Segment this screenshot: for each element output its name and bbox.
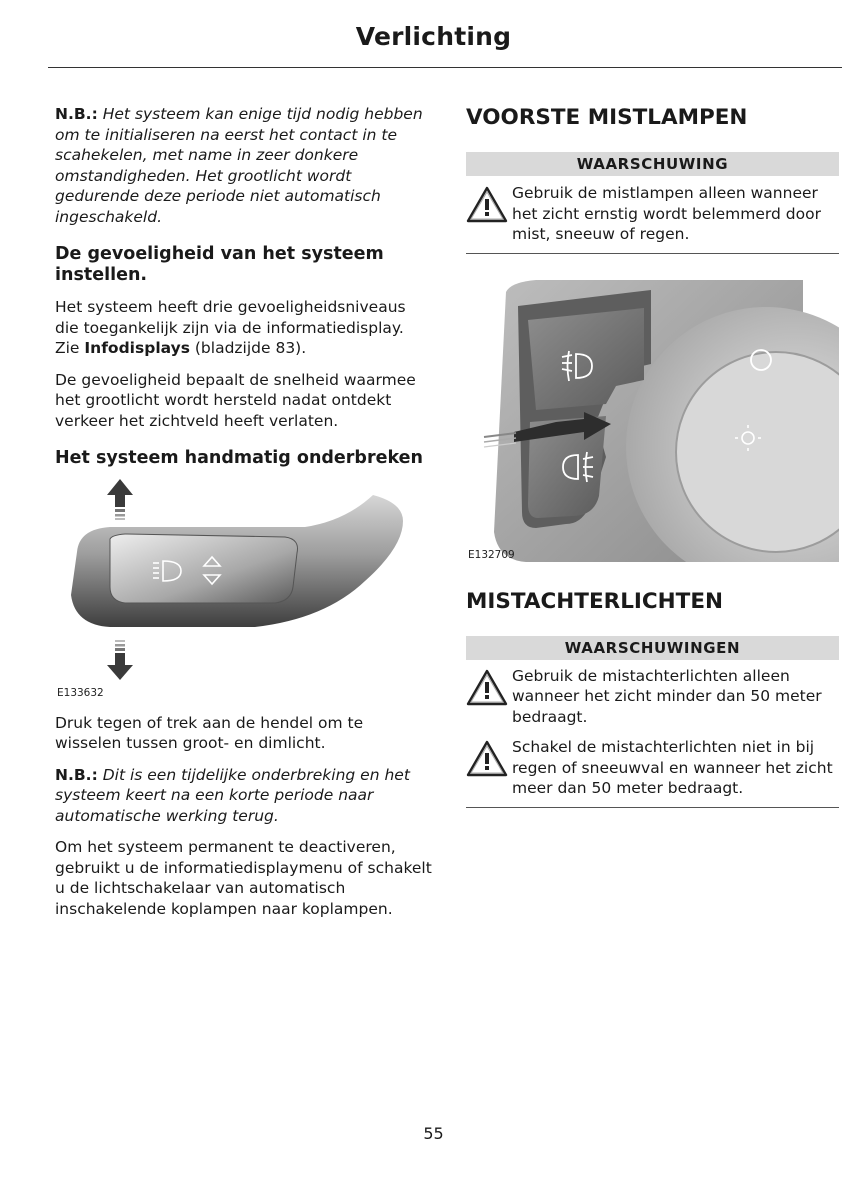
arrow-up-icon [107, 479, 133, 520]
link-infodisplays[interactable]: Infodisplays [84, 339, 190, 357]
note-label: N.B.: [55, 765, 98, 784]
warning-triangle-icon [466, 739, 512, 779]
figure-label: E132709 [468, 548, 515, 561]
figure-stalk-illustration [55, 477, 433, 699]
note-label: N.B.: [55, 105, 98, 123]
note-text: Het systeem kan enige tijd nodig hebben om te initialiseren na eerst het contact in te scahekelen, met name in zeer donkere omstandigheden. Het grootlicht wordt gedurende deze periode niet automatisch ingeschakeld. [55, 105, 423, 226]
note-text: Dit is een tijdelijke onderbreking en het systeem keert na een korte periode naar automatische werking terug. [55, 765, 410, 825]
paragraph-sensitivity-levels: Het systeem heeft drie gevoeligheidsniveaus die toegankelijk zijn via de informatiedisplay. Zie Infodisplays (bladzijde 83). [55, 298, 406, 357]
warning-header: WAARSCHUWINGEN [466, 636, 839, 660]
warning-box-rear-fog [466, 636, 839, 808]
warning-item: Gebruik de mistachterlichten alleen wanneer het zicht minder dan 50 meter bedraagt. [466, 666, 839, 728]
heading-sensitivity: De gevoeligheid van het systeem instellen. [55, 244, 384, 285]
left-column [55, 104, 433, 930]
note-temporary [55, 765, 433, 827]
warning-triangle-icon [466, 185, 512, 225]
heading-manual-override: Het systeem handmatig onderbreken [55, 448, 423, 468]
figure-fog-switch-panel [466, 262, 839, 562]
warning-box-front-fog [466, 152, 839, 254]
title-divider [48, 67, 842, 68]
warning-header: WAARSCHUWING [466, 152, 839, 176]
arrow-down-icon [107, 640, 133, 680]
paragraph-permanent-deactivate: Om het systeem permanent te deactiveren, gebruikt u de informatiedisplaymenu of schakelt u de lichtschakelaar van automatisch inschakelende koplampen naar koplampen. [55, 838, 432, 918]
stalk-illustration [55, 477, 433, 699]
note-initialize [55, 104, 433, 227]
paragraph-stalk-instruction: Druk tegen of trek aan de hendel om te wisselen tussen groot- en dimlicht. [55, 713, 364, 752]
heading-front-fog-lamps: VOORSTE MISTLAMPEN [466, 105, 748, 130]
paragraph-sensitivity-speed: De gevoeligheid bepaalt de snelheid waarmee het grootlicht wordt hersteld nadat ontdekt verkeer het zichtveld heeft verlaten. [55, 370, 416, 430]
heading-rear-fog-lamps: MISTACHTERLICHTEN [466, 588, 724, 614]
fog-switch-illustration [466, 262, 839, 562]
right-column [466, 104, 839, 808]
page-title: Verlichting [355, 22, 512, 51]
warning-triangle-icon [466, 668, 512, 708]
warning-item: Schakel de mistachterlichten niet in bij regen of sneeuwval en wanneer het zicht meer dan 50 meter bedraagt. [466, 737, 839, 799]
page-number: 55 [423, 1124, 444, 1143]
figure-label: E133632 [57, 686, 104, 699]
warning-item: Gebruik de mistlampen alleen wanneer het zicht ernstig wordt belemmerd door mist, sneeuw of regen. [466, 183, 839, 245]
